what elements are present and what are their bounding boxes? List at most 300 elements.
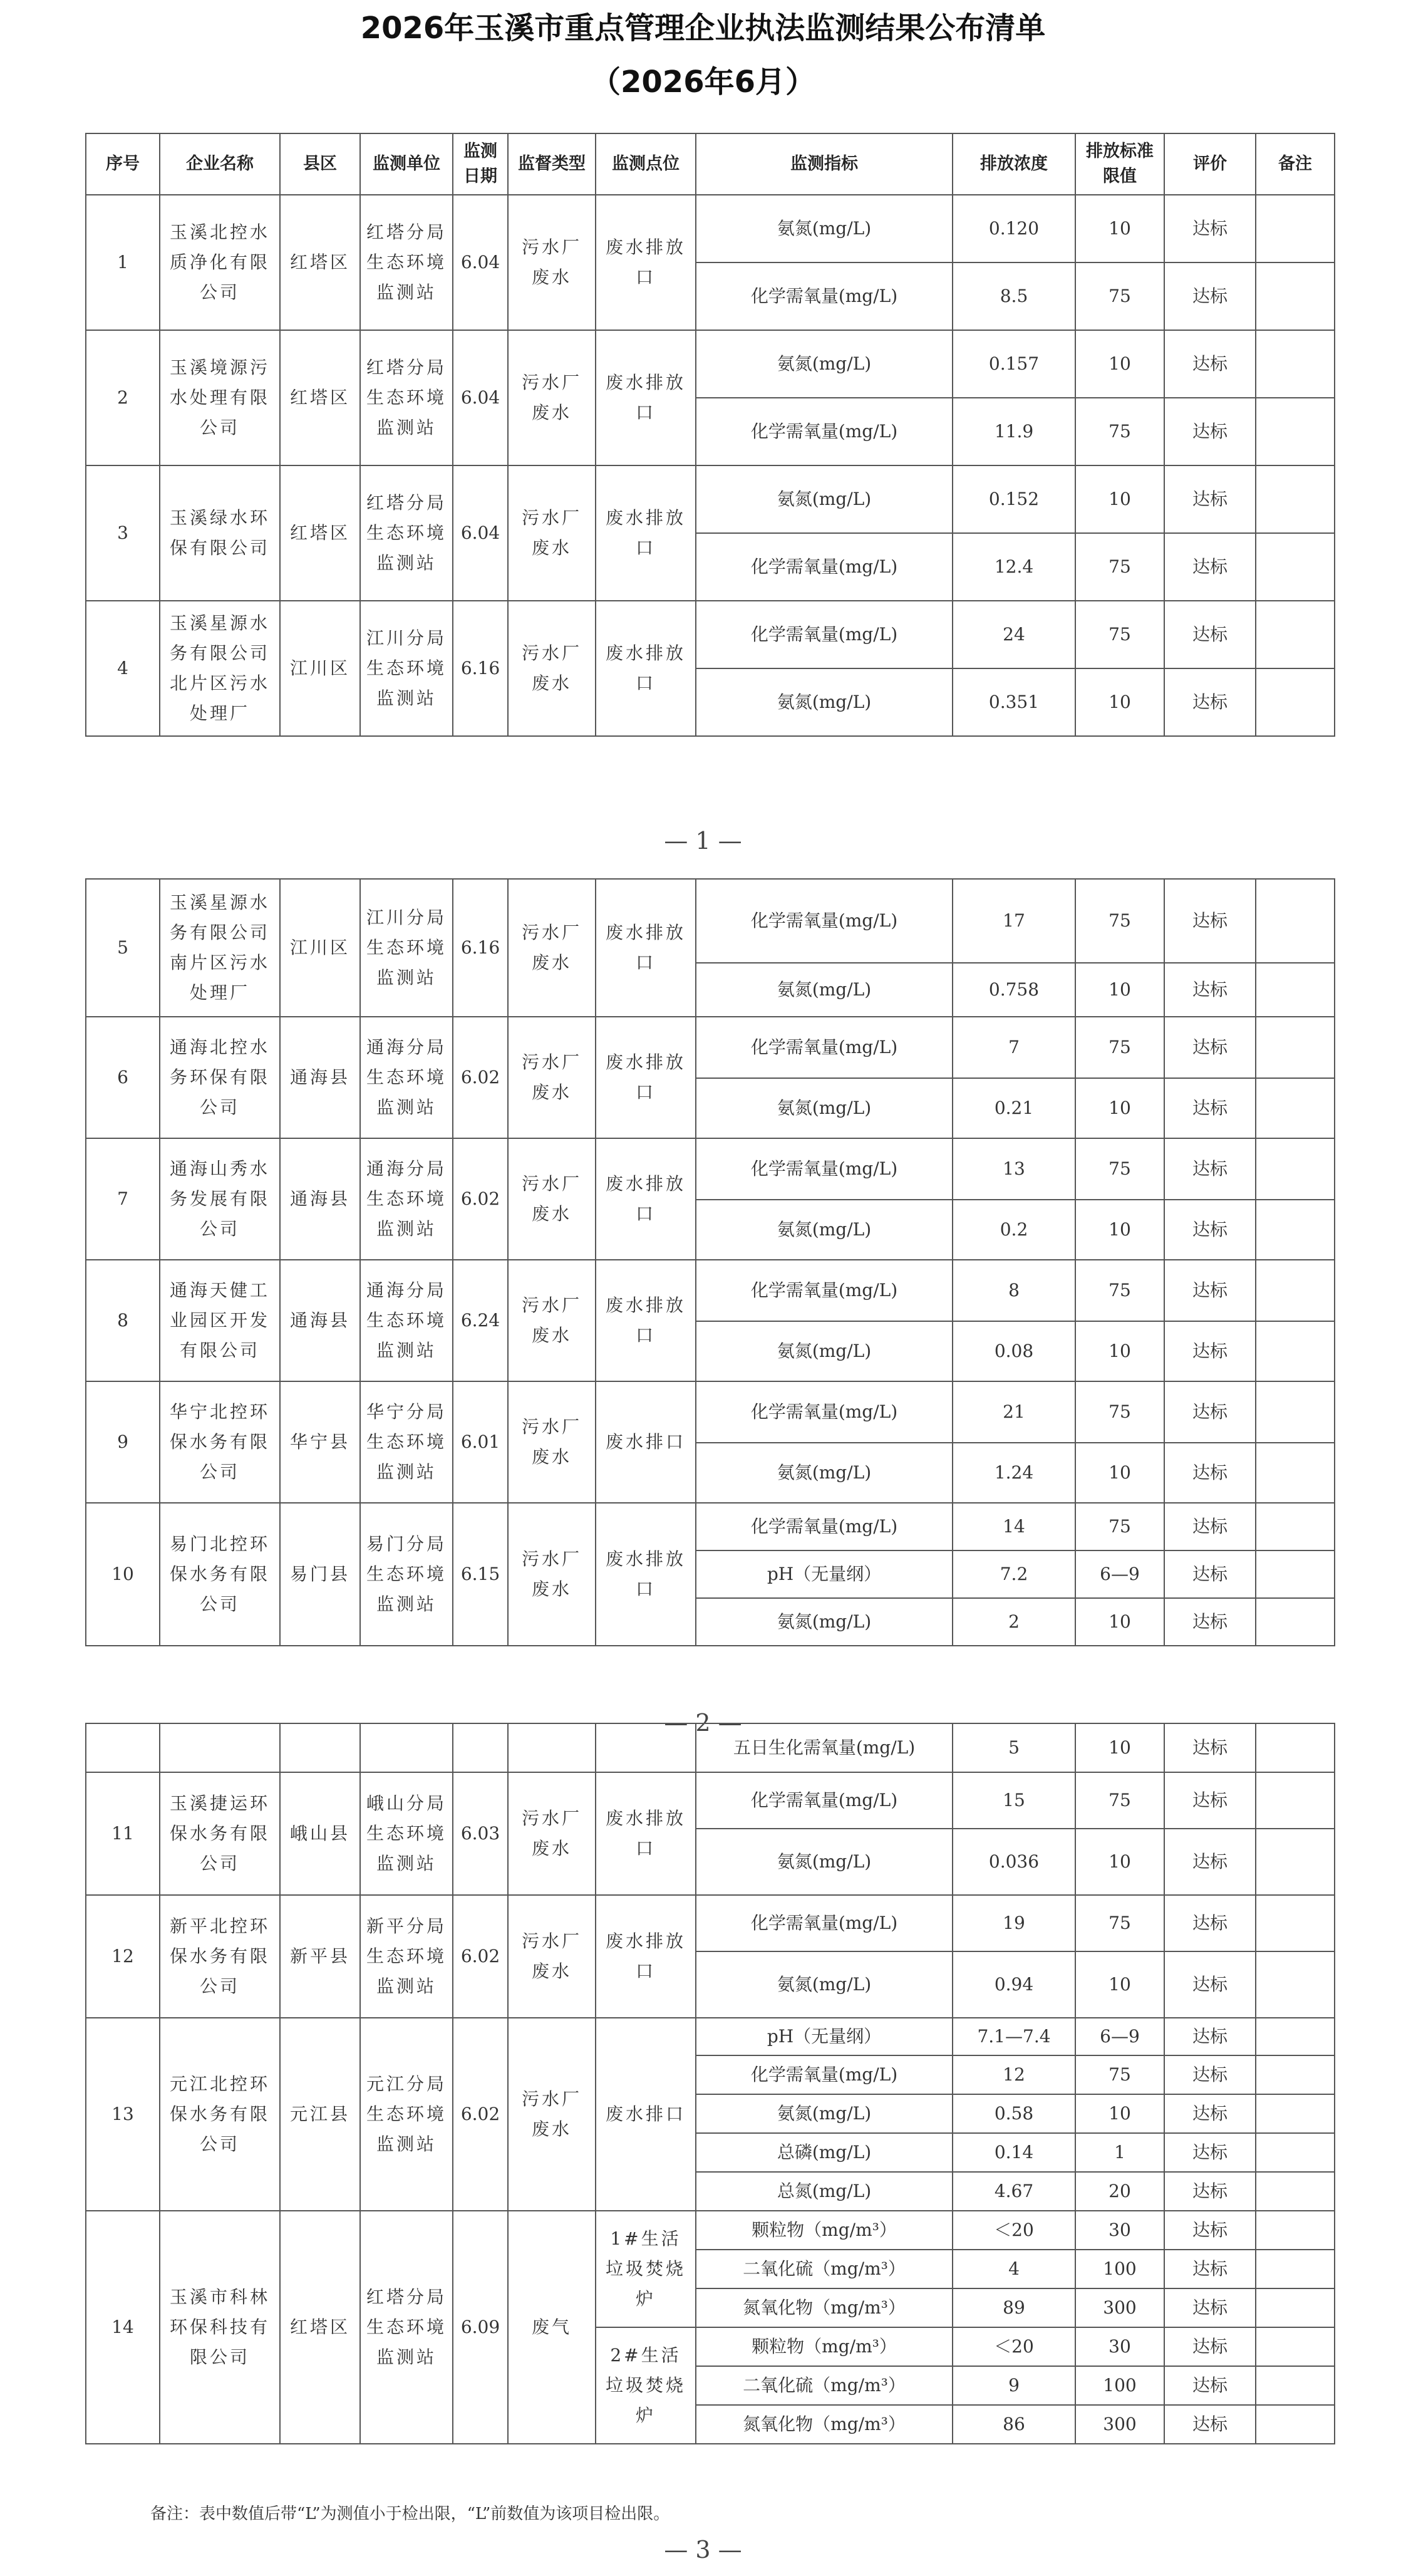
table-cell <box>1256 2288 1335 2327</box>
table-cell: 红塔分局生态环境监测站 <box>360 195 453 330</box>
column-header: 排放浓度 <box>953 133 1075 195</box>
table-cell: 污水厂废水 <box>508 330 596 465</box>
table-cell: 污水厂废水 <box>508 195 596 330</box>
table-cell: ＜20 <box>953 2211 1075 2250</box>
table-cell <box>1256 1550 1335 1598</box>
table-cell <box>1256 963 1335 1017</box>
table-cell: 达标 <box>1164 1078 1256 1138</box>
table-cell <box>1256 1503 1335 1550</box>
column-header: 监测指标 <box>696 133 953 195</box>
table-row <box>86 195 1335 262</box>
table-cell: 11 <box>86 1772 160 1895</box>
table-cell: 达标 <box>1164 262 1256 330</box>
table-cell: 废水排放口 <box>596 330 696 465</box>
table-cell: 0.036 <box>953 1829 1075 1895</box>
table-cell: 7 <box>86 1138 160 1260</box>
table-cell: 75 <box>1075 262 1164 330</box>
table-cell: pH（无量纲） <box>696 2018 953 2055</box>
table-cell: 元江北控环保水务有限公司 <box>160 2018 280 2211</box>
table-cell: 12 <box>86 1895 160 2018</box>
table-cell: 75 <box>1075 533 1164 601</box>
table-cell: 废水排放口 <box>596 1017 696 1138</box>
table-cell: 0.2 <box>953 1200 1075 1260</box>
column-header: 监测日期 <box>453 133 508 195</box>
table-row <box>86 1381 1335 1443</box>
table-cell: 6.04 <box>453 330 508 465</box>
table-cell: 废水排放口 <box>596 1138 696 1260</box>
table-row <box>86 1772 1335 1829</box>
table-cell: 红塔分局生态环境监测站 <box>360 330 453 465</box>
table-cell: 通海县 <box>280 1138 360 1260</box>
table-cell: 污水厂废水 <box>508 1017 596 1138</box>
table-cell: 玉溪北控水质净化有限公司 <box>160 195 280 330</box>
table-cell: 化学需氧量(mg/L) <box>696 1260 953 1321</box>
table-cell <box>1256 1260 1335 1321</box>
table-cell: 峨山分局生态环境监测站 <box>360 1772 453 1895</box>
table-cell: 达标 <box>1164 668 1256 736</box>
table-cell: 通海分局生态环境监测站 <box>360 1260 453 1381</box>
results-table-page-3 <box>85 1723 1335 2444</box>
table-cell: 达标 <box>1164 465 1256 533</box>
table-cell: 6—9 <box>1075 1550 1164 1598</box>
table-cell: 10 <box>86 1503 160 1646</box>
table-cell: 化学需氧量(mg/L) <box>696 1138 953 1200</box>
table-cell: 0.120 <box>953 195 1075 262</box>
table-cell <box>1256 668 1335 736</box>
table-cell: 1#生活垃圾焚烧炉 <box>596 2211 696 2327</box>
table-cell: 氨氮(mg/L) <box>696 963 953 1017</box>
table-cell <box>1256 2018 1335 2055</box>
table-cell: 氨氮(mg/L) <box>696 1321 953 1381</box>
table-cell: 新平分局生态环境监测站 <box>360 1895 453 2018</box>
table-cell: 75 <box>1075 398 1164 465</box>
table-cell: 12 <box>953 2055 1075 2094</box>
column-header: 监督类型 <box>508 133 596 195</box>
table-cell: 1 <box>1075 2133 1164 2172</box>
table-cell: 6.04 <box>453 195 508 330</box>
table-cell: 86 <box>953 2405 1075 2444</box>
table-cell: 达标 <box>1164 1138 1256 1200</box>
table-cell: 江川区 <box>280 601 360 736</box>
table-cell: 元江县 <box>280 2018 360 2211</box>
table-cell: 10 <box>1075 1598 1164 1646</box>
footnote: 备注：表中数值后带“L”为测值小于检出限，“L”前数值为该项目检出限。 <box>150 2505 670 2523</box>
table-cell: 化学需氧量(mg/L) <box>696 2055 953 2094</box>
table-cell: 玉溪星源水务有限公司南片区污水处理厂 <box>160 879 280 1017</box>
table-cell: 化学需氧量(mg/L) <box>696 398 953 465</box>
column-header: 监测点位 <box>596 133 696 195</box>
table-cell: 7.1—7.4 <box>953 2018 1075 2055</box>
table-cell: 300 <box>1075 2405 1164 2444</box>
table-row <box>86 1895 1335 1951</box>
page-number: — 2 — <box>664 1709 742 1737</box>
table-cell: 废水排放口 <box>596 1772 696 1895</box>
table-cell: 污水厂废水 <box>508 1260 596 1381</box>
table-cell: 10 <box>1075 465 1164 533</box>
column-header: 监测单位 <box>360 133 453 195</box>
table-cell: 氨氮(mg/L) <box>696 1951 953 2018</box>
table-cell: 75 <box>1075 1503 1164 1550</box>
table-cell: 废水排口 <box>596 1381 696 1503</box>
table-cell: 0.758 <box>953 963 1075 1017</box>
table-cell: 4.67 <box>953 2172 1075 2211</box>
table-cell: 氮氧化物（mg/m³） <box>696 2288 953 2327</box>
table-cell: 化学需氧量(mg/L) <box>696 1503 953 1550</box>
table-cell: 6.02 <box>453 2018 508 2211</box>
table-row <box>86 601 1335 668</box>
table-cell <box>1256 2133 1335 2172</box>
table-cell: 0.152 <box>953 465 1075 533</box>
table-cell: 废水排放口 <box>596 879 696 1017</box>
table-cell: 达标 <box>1164 2366 1256 2405</box>
table-cell: 20 <box>1075 2172 1164 2211</box>
table-cell: 13 <box>86 2018 160 2211</box>
table-cell: 氨氮(mg/L) <box>696 330 953 398</box>
table-cell: 21 <box>953 1381 1075 1443</box>
table-cell: 污水厂废水 <box>508 1138 596 1260</box>
table-cell: 氮氧化物（mg/m³） <box>696 2405 953 2444</box>
column-header: 企业名称 <box>160 133 280 195</box>
table-cell: 污水厂废水 <box>508 1772 596 1895</box>
table-cell: 75 <box>1075 1017 1164 1078</box>
table-cell: 废气 <box>508 2211 596 2444</box>
table-cell: 化学需氧量(mg/L) <box>696 533 953 601</box>
table-cell: 6.02 <box>453 1138 508 1260</box>
table-cell: 颗粒物（mg/m³） <box>696 2327 953 2366</box>
table-cell: 14 <box>953 1503 1075 1550</box>
table-cell: 7 <box>953 1017 1075 1078</box>
table-cell: 化学需氧量(mg/L) <box>696 262 953 330</box>
table-cell: 19 <box>953 1895 1075 1951</box>
table-cell: 废水排放口 <box>596 601 696 736</box>
table-cell <box>1256 465 1335 533</box>
table-cell: 11.9 <box>953 398 1075 465</box>
table-cell: 2#生活垃圾焚烧炉 <box>596 2327 696 2444</box>
table-cell: 达标 <box>1164 601 1256 668</box>
table-cell <box>1256 2366 1335 2405</box>
table-cell: 总磷(mg/L) <box>696 2133 953 2172</box>
table-cell: 总氮(mg/L) <box>696 2172 953 2211</box>
table-cell: 4 <box>86 601 160 736</box>
table-cell: 10 <box>1075 963 1164 1017</box>
table-cell: 红塔分局生态环境监测站 <box>360 2211 453 2444</box>
table-cell <box>1256 2250 1335 2288</box>
table-row <box>86 1138 1335 1200</box>
table-cell: 6.24 <box>453 1260 508 1381</box>
column-header: 序号 <box>86 133 160 195</box>
table-cell: 6 <box>86 1017 160 1138</box>
table-cell: 13 <box>953 1138 1075 1200</box>
table-cell <box>1256 601 1335 668</box>
table-cell: 100 <box>1075 2366 1164 2405</box>
table-cell: 达标 <box>1164 2172 1256 2211</box>
table-cell: 0.08 <box>953 1321 1075 1381</box>
table-cell: 达标 <box>1164 963 1256 1017</box>
table-cell: 红塔分局生态环境监测站 <box>360 465 453 601</box>
table-cell: 红塔区 <box>280 465 360 601</box>
table-cell: 10 <box>1075 195 1164 262</box>
table-cell <box>508 1723 596 1772</box>
table-cell: 氨氮(mg/L) <box>696 1078 953 1138</box>
table-cell: 废水排放口 <box>596 1260 696 1381</box>
table-cell: 17 <box>953 879 1075 963</box>
table-cell: 15 <box>953 1772 1075 1829</box>
table-cell: 300 <box>1075 2288 1164 2327</box>
table-cell: 达标 <box>1164 2288 1256 2327</box>
table-row <box>86 1503 1335 1550</box>
table-cell: 达标 <box>1164 1381 1256 1443</box>
table-cell <box>1256 1200 1335 1260</box>
table-cell: 玉溪绿水环保有限公司 <box>160 465 280 601</box>
table-cell: 75 <box>1075 1772 1164 1829</box>
table-cell: 通海北控水务环保有限公司 <box>160 1017 280 1138</box>
table-cell <box>1256 1895 1335 1951</box>
table-cell <box>1256 2405 1335 2444</box>
table-cell: 五日生化需氧量(mg/L) <box>696 1723 953 1772</box>
table-cell: 6.09 <box>453 2211 508 2444</box>
table-cell <box>1256 533 1335 601</box>
table-cell: 75 <box>1075 1138 1164 1200</box>
table-cell: 75 <box>1075 601 1164 668</box>
table-cell: 通海县 <box>280 1260 360 1381</box>
table-cell: 1 <box>86 195 160 330</box>
table-row <box>86 1260 1335 1321</box>
table-cell: 通海天健工业园区开发有限公司 <box>160 1260 280 1381</box>
table-cell: 75 <box>1075 1260 1164 1321</box>
table-cell: 达标 <box>1164 2211 1256 2250</box>
table-cell: 2 <box>953 1598 1075 1646</box>
table-cell: 玉溪捷运环保水务有限公司 <box>160 1772 280 1895</box>
table-cell <box>1256 398 1335 465</box>
table-cell: 新平县 <box>280 1895 360 2018</box>
table-cell: 红塔区 <box>280 195 360 330</box>
table-cell: 10 <box>1075 1321 1164 1381</box>
table-cell: 30 <box>1075 2327 1164 2366</box>
table-row <box>86 879 1335 963</box>
column-header: 排放标准限值 <box>1075 133 1164 195</box>
table-cell: 达标 <box>1164 2018 1256 2055</box>
table-cell: 污水厂废水 <box>508 879 596 1017</box>
table-cell: 达标 <box>1164 1503 1256 1550</box>
table-cell: 9 <box>953 2366 1075 2405</box>
table-row <box>86 330 1335 398</box>
table-cell: 10 <box>1075 1078 1164 1138</box>
table-cell <box>1256 1443 1335 1503</box>
table-cell <box>1256 1951 1335 2018</box>
table-cell: 污水厂废水 <box>508 1381 596 1503</box>
table-cell: 化学需氧量(mg/L) <box>696 1772 953 1829</box>
table-cell: 达标 <box>1164 1200 1256 1260</box>
table-cell: 10 <box>1075 1829 1164 1895</box>
table-cell <box>1256 879 1335 963</box>
table-cell: ＜20 <box>953 2327 1075 2366</box>
table-cell: 75 <box>1075 1895 1164 1951</box>
table-cell: 污水厂废水 <box>508 2018 596 2211</box>
table-cell: 达标 <box>1164 330 1256 398</box>
table-cell <box>1256 195 1335 262</box>
table-cell <box>1256 1017 1335 1078</box>
table-cell: 12.4 <box>953 533 1075 601</box>
table-cell <box>1256 1723 1335 1772</box>
table-cell: 9 <box>86 1381 160 1503</box>
table-cell: 达标 <box>1164 1895 1256 1951</box>
table-cell: 玉溪星源水务有限公司北片区污水处理厂 <box>160 601 280 736</box>
table-cell: 1.24 <box>953 1443 1075 1503</box>
table-cell <box>1256 1598 1335 1646</box>
table-cell: 氨氮(mg/L) <box>696 465 953 533</box>
table-cell <box>1256 1381 1335 1443</box>
column-header: 县区 <box>280 133 360 195</box>
table-cell: 4 <box>953 2250 1075 2288</box>
table-cell <box>1256 2327 1335 2366</box>
table-cell: 易门分局生态环境监测站 <box>360 1503 453 1646</box>
table-cell: 14 <box>86 2211 160 2444</box>
table-cell: 6.01 <box>453 1381 508 1503</box>
table-cell: 化学需氧量(mg/L) <box>696 1381 953 1443</box>
table-cell: 废水排口 <box>596 2018 696 2211</box>
table-cell: 达标 <box>1164 2405 1256 2444</box>
table-cell: 0.21 <box>953 1078 1075 1138</box>
table-cell <box>1256 1772 1335 1829</box>
table-cell: 易门县 <box>280 1503 360 1646</box>
table-cell: 峨山县 <box>280 1772 360 1895</box>
table-cell: 氨氮(mg/L) <box>696 195 953 262</box>
table-cell: 达标 <box>1164 1550 1256 1598</box>
table-cell: 达标 <box>1164 533 1256 601</box>
table-cell <box>1256 1829 1335 1895</box>
table-cell <box>160 1723 280 1772</box>
table-cell: 江川区 <box>280 879 360 1017</box>
table-row <box>86 2018 1335 2055</box>
table-cell: 化学需氧量(mg/L) <box>696 1895 953 1951</box>
table-cell: 2 <box>86 330 160 465</box>
table-cell: 江川分局生态环境监测站 <box>360 601 453 736</box>
table-cell: 6.03 <box>453 1772 508 1895</box>
table-cell: 75 <box>1075 2055 1164 2094</box>
table-cell: 达标 <box>1164 1723 1256 1772</box>
table-cell: 10 <box>1075 668 1164 736</box>
table-cell: 污水厂废水 <box>508 1503 596 1646</box>
table-cell: 6.16 <box>453 601 508 736</box>
table-cell: 通海分局生态环境监测站 <box>360 1138 453 1260</box>
page-number: — 3 — <box>664 2536 742 2563</box>
table-cell: 废水排放口 <box>596 465 696 601</box>
table-cell <box>1256 2094 1335 2133</box>
table-cell: 氨氮(mg/L) <box>696 1829 953 1895</box>
table-cell <box>1256 330 1335 398</box>
column-header: 评价 <box>1164 133 1256 195</box>
table-cell: 10 <box>1075 330 1164 398</box>
table-cell: 5 <box>953 1723 1075 1772</box>
table-cell: 华宁北控环保水务有限公司 <box>160 1381 280 1503</box>
table-cell: 氨氮(mg/L) <box>696 2094 953 2133</box>
table-cell: 达标 <box>1164 1321 1256 1381</box>
table-cell: 10 <box>1075 2094 1164 2133</box>
table-cell: 3 <box>86 465 160 601</box>
table-cell: 氨氮(mg/L) <box>696 668 953 736</box>
table-cell: 化学需氧量(mg/L) <box>696 1017 953 1078</box>
table-cell: 30 <box>1075 2211 1164 2250</box>
table-cell: 氨氮(mg/L) <box>696 1443 953 1503</box>
table-cell: 红塔区 <box>280 2211 360 2444</box>
document-title: 2026年玉溪市重点管理企业执法监测结果公布清单 <box>360 11 1046 46</box>
table-row <box>86 2211 1335 2250</box>
table-cell: 7.2 <box>953 1550 1075 1598</box>
table-cell: 污水厂废水 <box>508 601 596 736</box>
table-cell: 达标 <box>1164 1260 1256 1321</box>
table-cell: 达标 <box>1164 2055 1256 2094</box>
table-cell: 8 <box>86 1260 160 1381</box>
table-cell: 颗粒物（mg/m³） <box>696 2211 953 2250</box>
table-cell: 6.04 <box>453 465 508 601</box>
table-cell: 6.15 <box>453 1503 508 1646</box>
table-cell <box>1256 2211 1335 2250</box>
table-cell: 达标 <box>1164 195 1256 262</box>
table-cell: 红塔区 <box>280 330 360 465</box>
table-cell <box>1256 1078 1335 1138</box>
table-cell: 华宁县 <box>280 1381 360 1503</box>
table-cell: 二氧化硫（mg/m³） <box>696 2366 953 2405</box>
table-cell: 达标 <box>1164 1443 1256 1503</box>
table-cell: 废水排放口 <box>596 1503 696 1646</box>
table-cell: 江川分局生态环境监测站 <box>360 879 453 1017</box>
table-cell: 0.351 <box>953 668 1075 736</box>
table-cell <box>1256 1321 1335 1381</box>
table-cell: 0.58 <box>953 2094 1075 2133</box>
table-cell <box>280 1723 360 1772</box>
table-cell: 通海山秀水务发展有限公司 <box>160 1138 280 1260</box>
table-cell: 8 <box>953 1260 1075 1321</box>
table-cell: 元江分局生态环境监测站 <box>360 2018 453 2211</box>
table-cell: 污水厂废水 <box>508 465 596 601</box>
table-cell: 8.5 <box>953 262 1075 330</box>
table-cell: 达标 <box>1164 1598 1256 1646</box>
table-cell: 75 <box>1075 1381 1164 1443</box>
table-cell: 6.02 <box>453 1895 508 2018</box>
table-row <box>86 1723 1335 1772</box>
table-cell: 6.16 <box>453 879 508 1017</box>
table-cell: 达标 <box>1164 398 1256 465</box>
table-cell <box>86 1723 160 1772</box>
table-cell: 通海县 <box>280 1017 360 1138</box>
table-cell: 24 <box>953 601 1075 668</box>
table-cell: 通海分局生态环境监测站 <box>360 1017 453 1138</box>
table-cell: 10 <box>1075 1443 1164 1503</box>
table-cell: 达标 <box>1164 2094 1256 2133</box>
table-cell: 75 <box>1075 879 1164 963</box>
table-cell: 达标 <box>1164 1951 1256 2018</box>
table-cell: 5 <box>86 879 160 1017</box>
table-cell: 达标 <box>1164 2133 1256 2172</box>
table-cell <box>596 1723 696 1772</box>
table-cell: 华宁分局生态环境监测站 <box>360 1381 453 1503</box>
table-cell: 氨氮(mg/L) <box>696 1598 953 1646</box>
table-cell: 89 <box>953 2288 1075 2327</box>
table-cell <box>453 1723 508 1772</box>
table-cell: 二氧化硫（mg/m³） <box>696 2250 953 2288</box>
table-cell: 达标 <box>1164 879 1256 963</box>
table-cell: 废水排放口 <box>596 1895 696 2018</box>
results-table-page-2 <box>85 878 1335 1646</box>
page-number: — 1 — <box>664 827 742 854</box>
table-cell: 化学需氧量(mg/L) <box>696 601 953 668</box>
table-row <box>86 465 1335 533</box>
table-cell: 达标 <box>1164 1772 1256 1829</box>
table-cell: 玉溪境源污水处理有限公司 <box>160 330 280 465</box>
table-cell: 化学需氧量(mg/L) <box>696 879 953 963</box>
table-cell <box>1256 2055 1335 2094</box>
results-table-page-1 <box>85 133 1335 737</box>
